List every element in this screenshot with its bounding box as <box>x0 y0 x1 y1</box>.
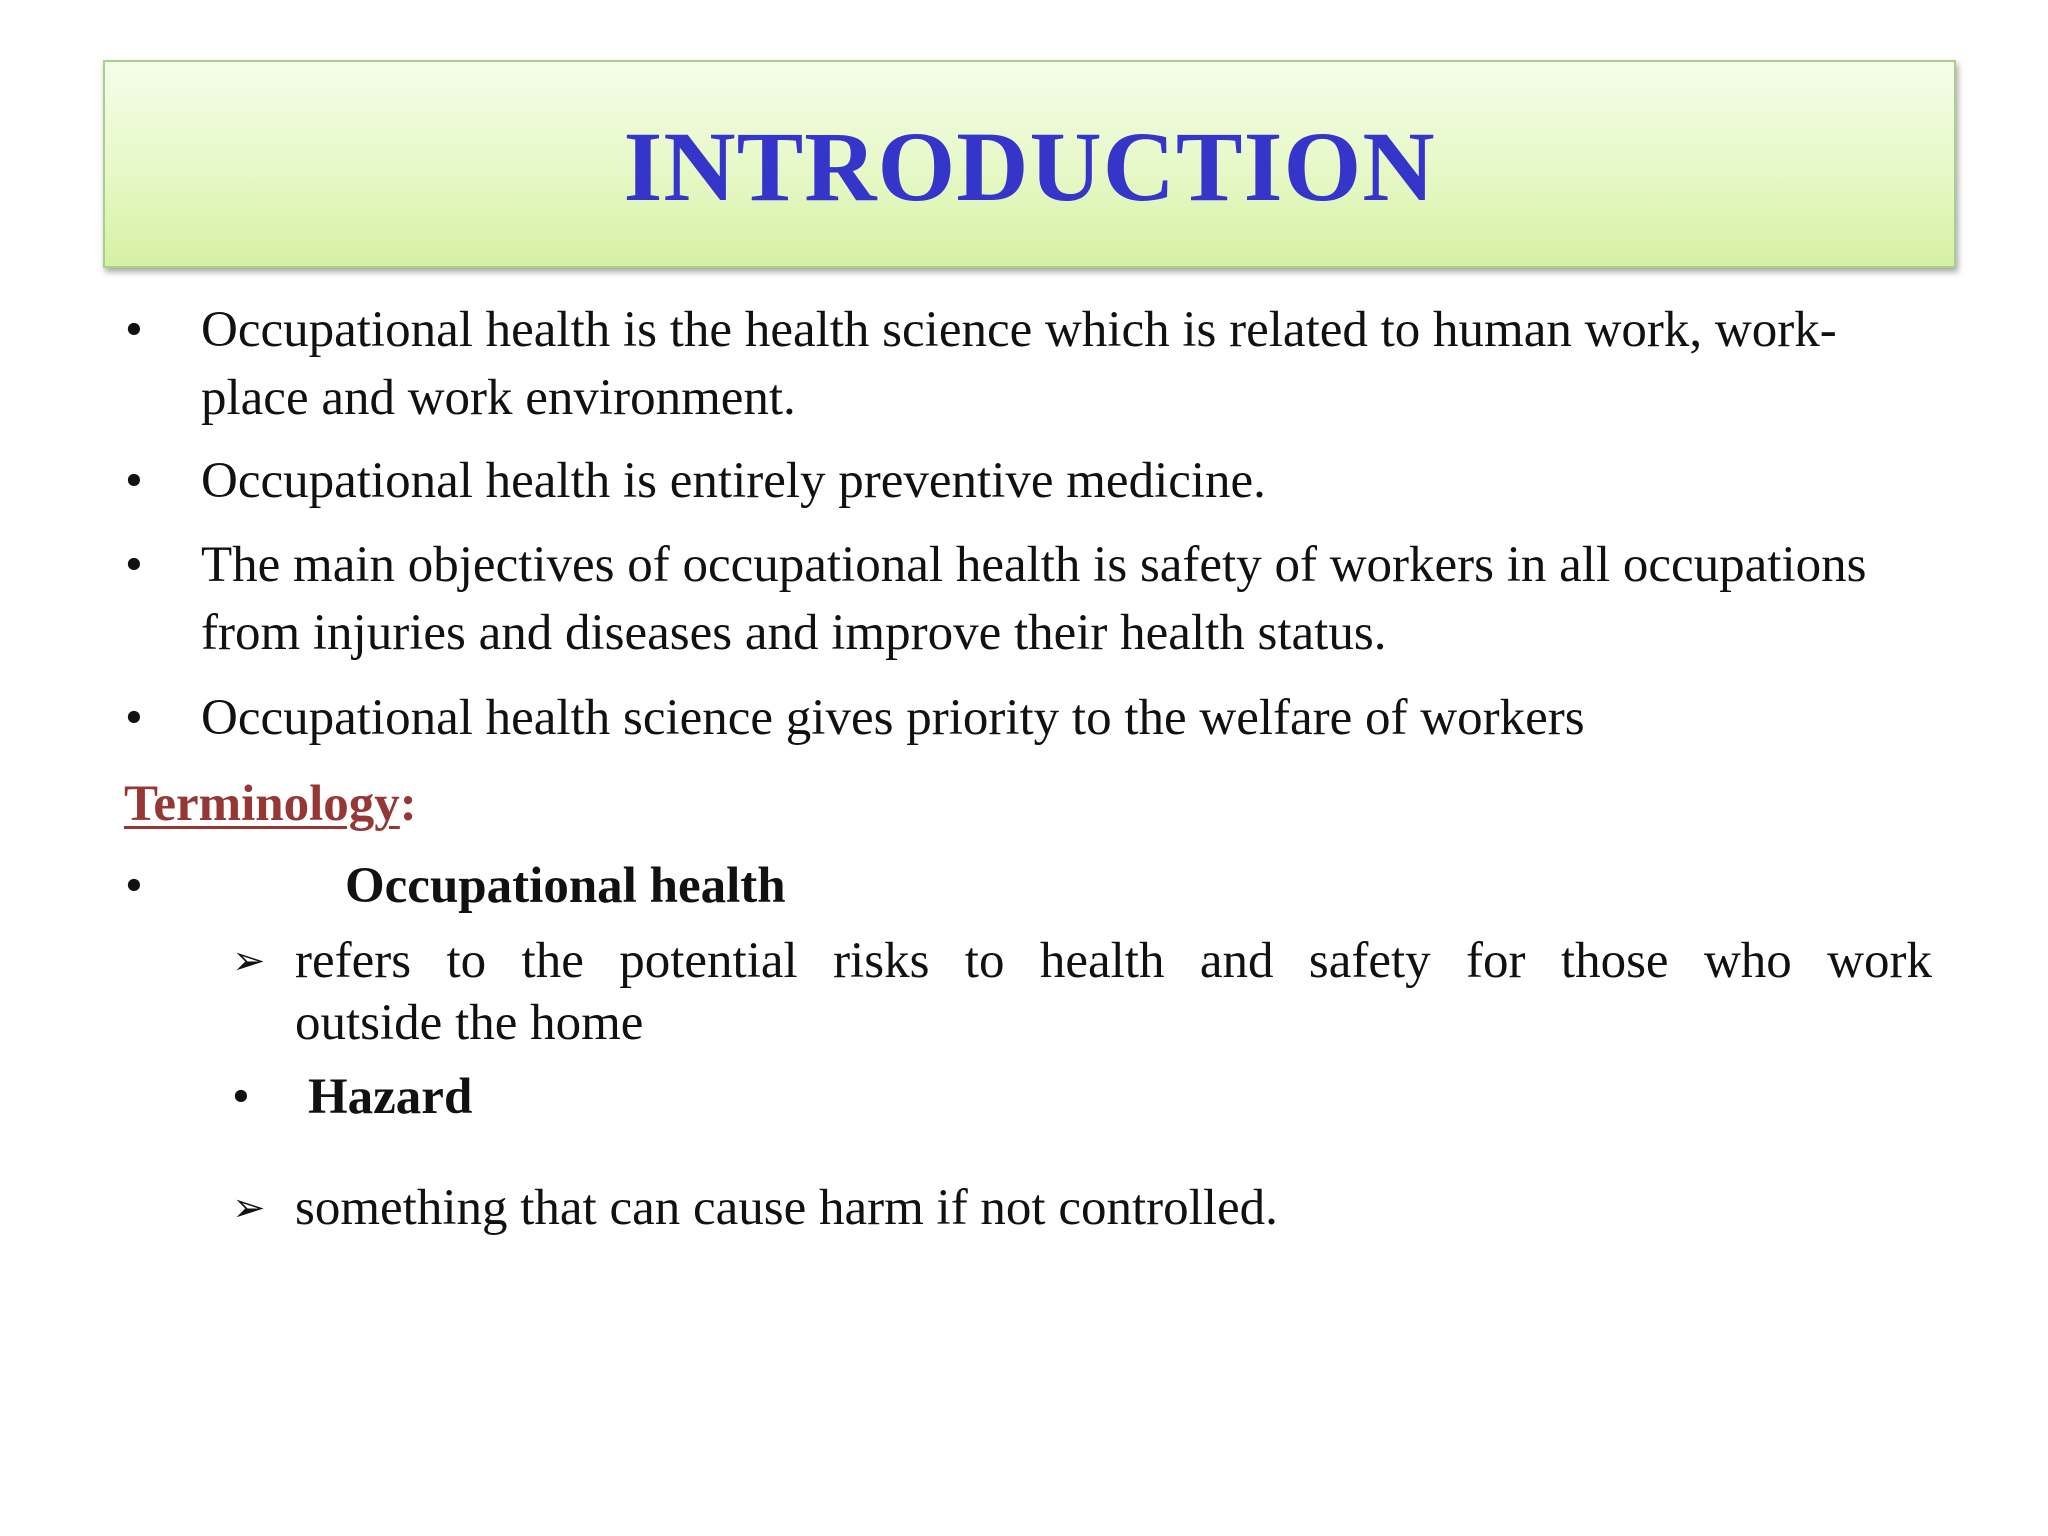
slide-title: INTRODUCTION <box>623 111 1436 222</box>
bullet-text: Occupational health is entirely preventive medicine. <box>201 453 1266 509</box>
term-label: Hazard <box>308 1069 473 1125</box>
bullet-icon: • <box>125 537 143 593</box>
bullet-icon: • <box>125 690 143 746</box>
definition-text: something that can cause harm if not controlled. <box>295 1180 1278 1236</box>
bullet-icon: • <box>232 1069 250 1125</box>
bullet-icon: • <box>125 302 143 358</box>
bullet-item <box>125 684 1905 752</box>
definition-text <box>295 930 1932 1054</box>
bullet-item <box>125 447 1905 515</box>
term-label: Occupational health <box>345 858 786 914</box>
definition-line: refers to the potential risks to health and safety for those who work <box>295 933 1932 989</box>
bullet-text: The main objectives of occupational health is safety of workers in all occupations from injuries and diseases and improve their health status. <box>201 537 1867 661</box>
term-definition <box>232 1177 1932 1239</box>
arrow-bullet-icon: ➢ <box>232 938 266 984</box>
bullet-icon: • <box>125 858 143 914</box>
bullet-item <box>125 531 1905 667</box>
terminology-heading <box>124 770 417 838</box>
bullet-text: Occupational health science gives priority to the welfare of workers <box>201 690 1585 746</box>
terminology-colon: : <box>399 776 417 832</box>
definition-line: outside the home <box>295 995 644 1051</box>
term-definition <box>232 930 1932 1054</box>
bullet-text: Occupational health is the health science which is related to human work, work-place and work environment. <box>201 302 1837 426</box>
terminology-label: Terminology <box>124 776 400 832</box>
bullet-icon: • <box>125 453 143 509</box>
arrow-bullet-icon: ➢ <box>232 1185 266 1231</box>
bullet-item <box>125 296 1905 432</box>
